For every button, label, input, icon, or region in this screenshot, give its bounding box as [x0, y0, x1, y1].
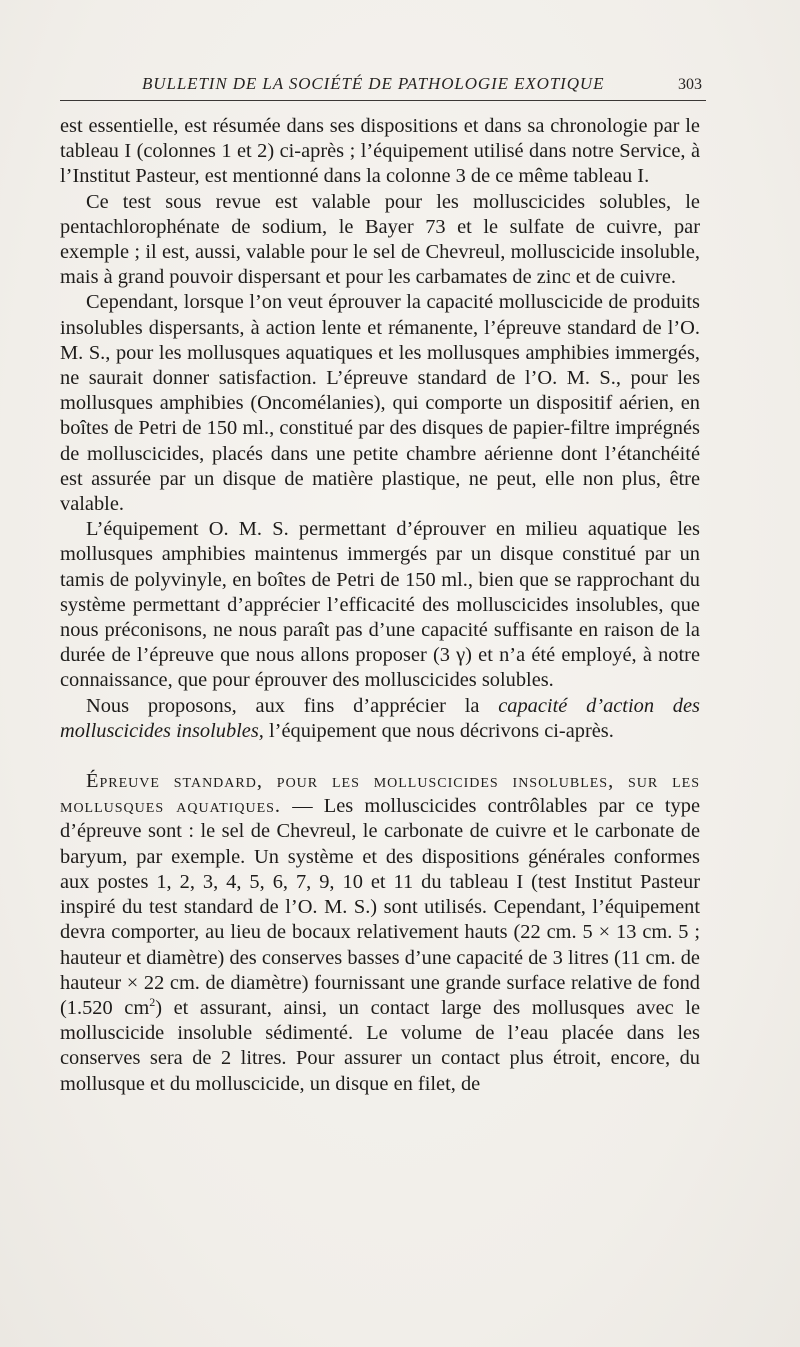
superscript-2: 2 [149, 995, 156, 1010]
paragraph-5-text-a: Nous proposons, aux fins d’apprécier la [86, 694, 499, 717]
paragraph-1: est essentielle, est résumée dans ses dispositions et dans sa chronologie par le tableau I (colonnes 1 et 2) ci-après ; l’équipement utilisé dans notre Service, à l’Institut Pasteur, est mentionné dans la colonne 3 de ce même tableau I. [60, 115, 700, 188]
page-number: 303 [678, 76, 702, 93]
paragraph-5 [60, 694, 700, 744]
paragraph-2: Ce test sous revue est valable pour les molluscicides solubles, le pentachlorophénate de sodium, le Bayer 73 et le sulfate de cuivre, par exemple ; il est, aussi, valable pour le sel de Chevreul, molluscicide insoluble, mais à grand pouvoir dispersant et pour les carbamates de zinc et de cuivre. [60, 190, 700, 289]
section-body-1: — Les molluscicides contrôlables par ce type d’épreuve sont : le sel de Chevreul, le carbonate de cuivre et le carbonate de baryum, par exemple. Un système et des dispositions générales conformes aux postes 1, 2, 3, 4, 5, 6, 7, 9, 10 et 11 du tableau I (test Institut Pasteur inspiré du test standard de l’O. M. S.) sont utilisés. Cependant, l’équipement devra comporter, au lieu de bocaux relativement hauts (22 cm. 5 × 13 cm. 5 ; hauteur et diamètre) des conserves basses d’une capacité de 3 litres (11 cm. de hauteur × 22 cm. de diamètre) fournissant une grande surface relative de fond (1.520 cm [60, 795, 700, 1019]
running-header [60, 70, 706, 101]
body-text [60, 114, 700, 1097]
section-body-2: ) et assurant, ainsi, un contact large des mollusques avec le molluscicide insoluble sédimenté. Le volume de l’eau placée dans les conserves sera de 2 litres. Pour assurer un contact plus étroit, encore, du mollusque et du molluscicide, un disque en filet, de [60, 996, 700, 1095]
paragraph-3: Cependant, lorsque l’on veut éprouver la capacité molluscicide de produits insolubles dispersants, à action lente et rémanente, l’épreuve standard de l’O. M. S., pour les mollusques aquatiques et les mollusques amphibies immergés, ne saurait donner satisfaction. L’épreuve standard de l’O. M. S., pour les mollusques amphibies (Oncomélanies), qui comporte un dispositif aérien, en boîtes de Petri de 150 ml., constitué par des disques de papier-filtre imprégnés de molluscicides, placés dans une petite chambre aérienne dont l’étanchéité est assurée par un disque de matière plastique, ne peut, elle non plus, être valable. [60, 291, 700, 516]
section-heading: Épreuve standard, pour les molluscicides insolubles, sur les mollusques aquatiques. [60, 770, 700, 818]
journal-title: BULLETIN DE LA SOCIÉTÉ DE PATHOLOGIE EXOTIQUE [142, 74, 605, 93]
paragraph-4: L’équipement O. M. S. permettant d’éprouver en milieu aquatique les mollusques amphibies maintenus immergés par un disque constitué par un tamis de polyvinyle, en boîtes de Petri de 150 ml., bien que se rapprochant du système permettant d’apprécier l’efficacité des molluscicides insolubles, que nous préconisons, ne nous paraît pas d’une capacité suffisante en raison de la durée de l’épreuve que nous allons proposer (3 γ) et n’a été employé, à notre connaissance, que pour éprouver des molluscicides solubles. [60, 518, 700, 692]
section-paragraph [60, 769, 700, 1097]
paragraph-5-text-b: l’équipement que nous décrivons ci-après. [263, 719, 614, 742]
paragraph-5-italic: capacité d’action des molluscicides insolubles, [60, 694, 700, 742]
